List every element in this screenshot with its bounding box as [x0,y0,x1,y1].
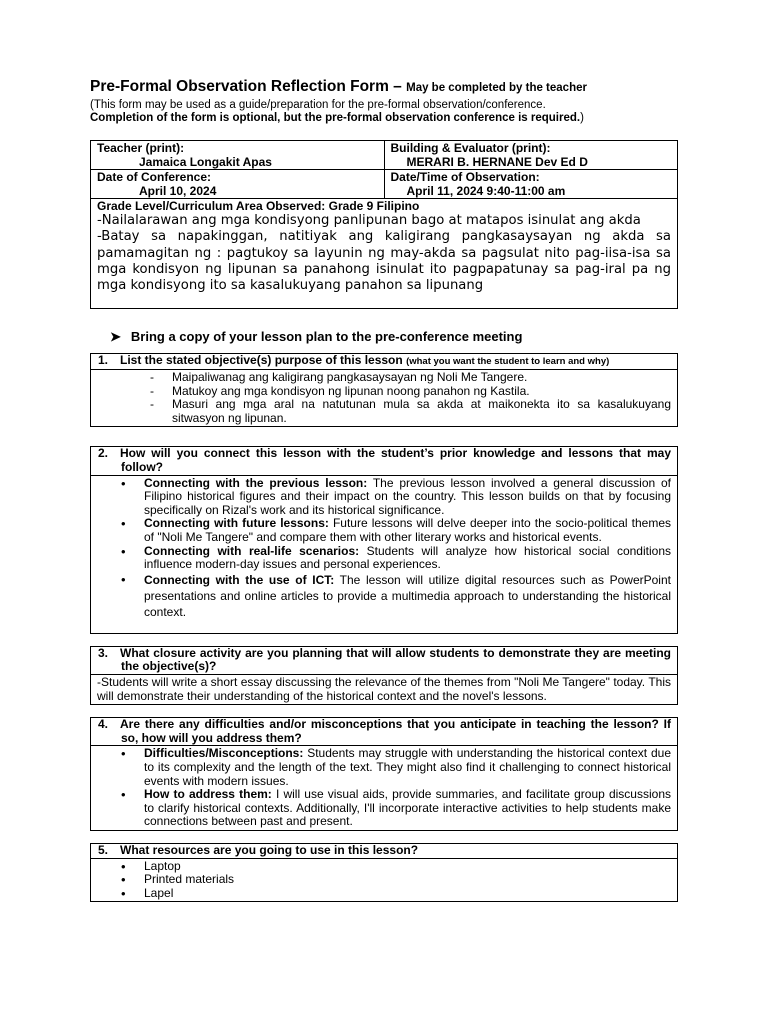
list-item [144,545,671,572]
question-3-answer: -Students will write a short essay discussing the relevance of the themes from "Noli Me Tangere" today. This will demonstrate their understanding of the historical context and the novel's lessons. [97,674,671,703]
item-label: Connecting with future lessons: [144,516,329,531]
intro-close-paren: ) [580,112,584,124]
list-item [144,788,671,829]
form-title-sub: May be completed by the teacher [406,82,587,94]
item-text: The previous lesson involved a general discussion of Filipino historical figures and their impact on the country. This lesson builds on that by focusing specifically on Rizal's work and its historical significance. [144,475,671,517]
connection-list [97,477,671,620]
question-1-subtext: (what you want the student to learn and why) [406,356,610,368]
item-text: The lesson will utilize digital resources such as PowerPoint presentations and online articles to provide a multimedia approach to understanding the historical context. [144,572,671,619]
observation-date-label: Date/Time of Observation: [390,170,540,184]
grade-objective-cell [91,199,678,309]
resource-list [97,860,671,901]
difficulty-list [97,747,671,829]
list-item: • Printed materials [144,873,671,887]
list-item [144,517,671,544]
item-label: Connecting with the use of ICT: [144,572,335,587]
objective-line-2: -Batay sa napakinggan, natitiyak ang kaligirang pangkasaysayan ng akda sa pamamagitan ng : pagtukoy sa layunin ng may-akda sa pagsulat nito pag-iisa-isa sa mga kondisyon ng lipunan sa panahong isinulat ito pagpapatunay sa pag-iral pa ng mga kondisyong ito sa kasalukuyang panahon sa lipunang [97,229,671,294]
arrow-bullet-icon: ➤ [110,329,121,345]
list-item [144,572,671,620]
item-label: Connecting with the previous lesson: [144,475,368,490]
form-title-main: Pre-Formal Observation Reflection Form – [90,78,402,95]
observation-date-cell [384,170,678,199]
question-5-number: 5. [98,842,109,857]
question-3-box [90,646,678,705]
question-3-number: 3. [98,645,109,660]
list-item: - Masuri ang mga aral na natutunan mula sa akda at maikonekta ito sa kasalukuyang sitwasyon ng lipunan. [172,398,671,425]
form-page [90,78,678,902]
intro-required-text: Completion of the form is optional, but the pre-formal observation conference is required. [90,112,581,124]
list-item [144,477,671,518]
question-2-header [91,447,677,475]
list-item: - Maipaliwanag ang kaligirang pangkasaysayan ng Noli Me Tangere. [172,371,671,385]
question-1-number: 1. [98,353,109,368]
objective-list [97,371,671,425]
list-item [144,747,671,788]
conference-date-label: Date of Conference: [97,170,212,184]
objective-line-1: -Nailalarawan ang mga kondisyong panlipunan bago at matapos isinulat ang akda [97,213,641,228]
question-4-text: Are there any difficulties and/or misconceptions that you anticipate in teaching the lesson? If so, how will you address them? [120,717,671,745]
list-item: - Matukoy ang mga kondisyon ng lipunan noong panahon ng Kastila. [172,385,671,399]
evaluator-value: MERARI B. HERNANE Dev Ed D [406,155,588,169]
question-3-text: What closure activity are you planning that will allow students to demonstrate they are meeting the objective(s)? [120,645,671,674]
form-intro: (This form may be used as a guide/preparation for the pre-formal observation/conference. [90,99,546,111]
question-5-header [91,844,677,859]
teacher-label: Teacher (print): [97,141,185,155]
question-2-text: How will you connect this lesson with the student’s prior knowledge and lessons that may follow? [120,446,671,475]
item-label: Connecting with real-life scenarios: [144,543,360,558]
question-1-box [90,353,678,427]
question-4-box [90,717,678,831]
question-4-header [91,718,677,746]
item-label: How to address them: [144,787,272,802]
evaluator-label: Building & Evaluator (print): [390,141,551,155]
observation-date-value: April 11, 2024 9:40-11:00 am [406,184,566,198]
form-intro-required [90,112,678,124]
question-2-answer [91,476,677,633]
bring-note-text: Bring a copy of your lesson plan to the pre-conference meeting [130,329,523,345]
question-2-box [90,446,678,633]
teacher-cell [91,141,385,170]
question-2-number: 2. [98,446,109,461]
info-table [90,140,678,309]
conference-date-value: April 10, 2024 [139,184,217,198]
question-1-answer [91,370,677,426]
question-5-box [90,843,678,902]
teacher-value: Jamaica Longakit Apas [139,155,272,169]
evaluator-cell [384,141,678,170]
question-5-text: What resources are you going to use in this lesson? [120,842,419,857]
question-3-header [91,647,677,675]
item-label: Difficulties/Misconceptions: [144,746,304,761]
item-text: Students will analyze how historical social conditions influence modern-day issues and personal experiences. [144,543,671,572]
question-4-answer [91,746,677,830]
list-item: • Lapel [144,887,671,901]
grade-level-label: Grade Level/Curriculum Area Observed: Grade 9 Filipino [97,199,420,213]
item-text: Students may struggle with understanding the historical context due to its complexity and the length of the text. They might also find it challenging to connect historical events with modern issues. [144,746,671,788]
question-5-answer [91,859,677,902]
question-4-number: 4. [98,717,109,732]
bring-lesson-plan-note [110,329,678,345]
conference-date-cell [91,170,385,199]
item-text: I will use visual aids, provide summaries, and facilitate group discussions to clarify historical contexts. Additionally, I'll incorporate interactive activities to help students make connections between past and present. [144,787,671,829]
objective-text [97,213,671,308]
form-title [90,78,678,96]
list-item: • Laptop [144,860,671,874]
item-text: Future lessons will delve deeper into the socio-political themes of "Noli Me Tangere" and compare them with other literary works and historical events. [144,516,671,545]
question-1-header [91,354,677,370]
question-1-text: List the stated objective(s) purpose of this lesson [120,353,403,368]
